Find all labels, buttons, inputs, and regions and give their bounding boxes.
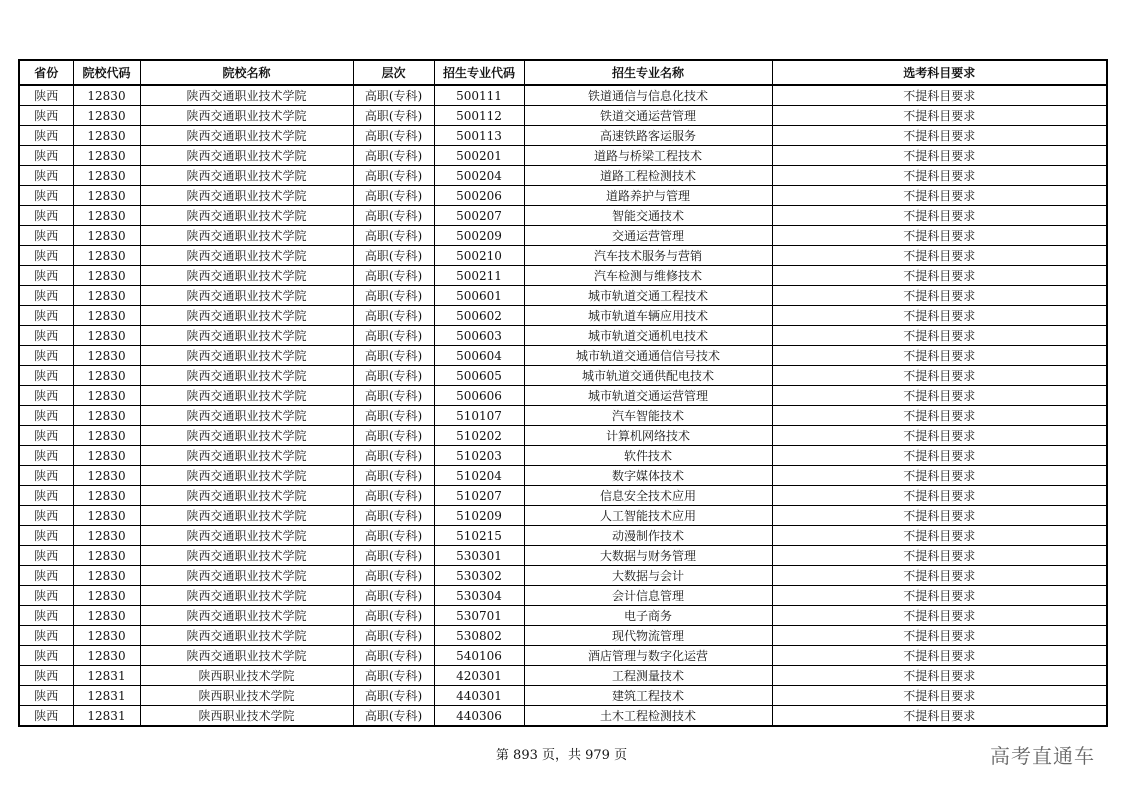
cell-major-name: 城市轨道交通供配电技术 — [524, 366, 772, 386]
cell-major-code: 500602 — [434, 306, 524, 326]
cell-school-name: 陕西交通职业技术学院 — [140, 566, 353, 586]
cell-school-code: 12830 — [73, 366, 140, 386]
page-number: 第 893 页，共 979 页 — [495, 748, 628, 763]
cell-major-name: 智能交通技术 — [524, 206, 772, 226]
cell-level: 高职(专科) — [353, 666, 434, 686]
cell-major-code: 500604 — [434, 346, 524, 366]
cell-province: 陕西 — [19, 626, 73, 646]
cell-level: 高职(专科) — [353, 146, 434, 166]
cell-level: 高职(专科) — [353, 326, 434, 346]
cell-major-code: 530802 — [434, 626, 524, 646]
cell-subject-requirement: 不提科目要求 — [772, 486, 1107, 506]
cell-school-code: 12830 — [73, 646, 140, 666]
cell-subject-requirement: 不提科目要求 — [772, 146, 1107, 166]
cell-major-code: 500204 — [434, 166, 524, 186]
cell-school-code: 12830 — [73, 626, 140, 646]
cell-level: 高职(专科) — [353, 226, 434, 246]
cell-level: 高职(专科) — [353, 386, 434, 406]
cell-subject-requirement: 不提科目要求 — [772, 346, 1107, 366]
cell-major-code: 530304 — [434, 586, 524, 606]
cell-school-code: 12830 — [73, 546, 140, 566]
table-row — [19, 466, 1107, 486]
cell-major-name: 交通运营管理 — [524, 226, 772, 246]
cell-major-code: 510207 — [434, 486, 524, 506]
cell-school-code: 12830 — [73, 406, 140, 426]
cell-major-code: 500111 — [434, 85, 524, 106]
cell-school-name: 陕西交通职业技术学院 — [140, 506, 353, 526]
header-province: 省份 — [19, 60, 73, 85]
cell-major-name: 道路工程检测技术 — [524, 166, 772, 186]
cell-school-name: 陕西交通职业技术学院 — [140, 366, 353, 386]
cell-subject-requirement: 不提科目要求 — [772, 306, 1107, 326]
cell-province: 陕西 — [19, 126, 73, 146]
cell-subject-requirement: 不提科目要求 — [772, 566, 1107, 586]
cell-province: 陕西 — [19, 186, 73, 206]
cell-major-name: 城市轨道交通通信信号技术 — [524, 346, 772, 366]
cell-level: 高职(专科) — [353, 186, 434, 206]
cell-major-name: 城市轨道交通机电技术 — [524, 326, 772, 346]
cell-school-name: 陕西交通职业技术学院 — [140, 346, 353, 366]
cell-school-name: 陕西交通职业技术学院 — [140, 326, 353, 346]
cell-major-name: 城市轨道交通工程技术 — [524, 286, 772, 306]
table-row — [19, 446, 1107, 466]
table-row — [19, 266, 1107, 286]
cell-major-name: 软件技术 — [524, 446, 772, 466]
cell-major-name: 现代物流管理 — [524, 626, 772, 646]
cell-major-name: 人工智能技术应用 — [524, 506, 772, 526]
cell-major-code: 510203 — [434, 446, 524, 466]
cell-province: 陕西 — [19, 466, 73, 486]
cell-major-code: 500201 — [434, 146, 524, 166]
cell-subject-requirement: 不提科目要求 — [772, 186, 1107, 206]
cell-school-name: 陕西交通职业技术学院 — [140, 186, 353, 206]
cell-level: 高职(专科) — [353, 346, 434, 366]
cell-province: 陕西 — [19, 85, 73, 106]
cell-school-code: 12830 — [73, 266, 140, 286]
table-row — [19, 146, 1107, 166]
cell-school-name: 陕西交通职业技术学院 — [140, 246, 353, 266]
cell-school-code: 12830 — [73, 506, 140, 526]
cell-province: 陕西 — [19, 686, 73, 706]
cell-level: 高职(专科) — [353, 626, 434, 646]
cell-school-name: 陕西交通职业技术学院 — [140, 126, 353, 146]
cell-school-code: 12830 — [73, 166, 140, 186]
cell-school-name: 陕西交通职业技术学院 — [140, 146, 353, 166]
cell-school-code: 12830 — [73, 346, 140, 366]
table-row — [19, 166, 1107, 186]
cell-major-name: 会计信息管理 — [524, 586, 772, 606]
table-row — [19, 85, 1107, 106]
header-level: 层次 — [353, 60, 434, 85]
cell-school-code: 12830 — [73, 306, 140, 326]
cell-school-name: 陕西交通职业技术学院 — [140, 466, 353, 486]
cell-subject-requirement: 不提科目要求 — [772, 506, 1107, 526]
cell-school-name: 陕西交通职业技术学院 — [140, 85, 353, 106]
table-row — [19, 646, 1107, 666]
table-row — [19, 226, 1107, 246]
cell-subject-requirement: 不提科目要求 — [772, 646, 1107, 666]
cell-school-code: 12830 — [73, 286, 140, 306]
cell-level: 高职(专科) — [353, 486, 434, 506]
cell-level: 高职(专科) — [353, 706, 434, 727]
header-school-name: 院校名称 — [140, 60, 353, 85]
cell-major-name: 建筑工程技术 — [524, 686, 772, 706]
cell-subject-requirement: 不提科目要求 — [772, 546, 1107, 566]
cell-major-name: 信息安全技术应用 — [524, 486, 772, 506]
cell-province: 陕西 — [19, 346, 73, 366]
cell-major-code: 510215 — [434, 526, 524, 546]
cell-major-code: 500603 — [434, 326, 524, 346]
cell-major-code: 500206 — [434, 186, 524, 206]
cell-level: 高职(专科) — [353, 586, 434, 606]
cell-major-code: 500606 — [434, 386, 524, 406]
table-row — [19, 686, 1107, 706]
cell-school-name: 陕西交通职业技术学院 — [140, 446, 353, 466]
cell-province: 陕西 — [19, 326, 73, 346]
cell-school-name: 陕西交通职业技术学院 — [140, 646, 353, 666]
table-row — [19, 346, 1107, 366]
cell-school-name: 陕西职业技术学院 — [140, 706, 353, 727]
cell-province: 陕西 — [19, 506, 73, 526]
cell-level: 高职(专科) — [353, 526, 434, 546]
cell-province: 陕西 — [19, 226, 73, 246]
cell-major-name: 汽车智能技术 — [524, 406, 772, 426]
cell-subject-requirement: 不提科目要求 — [772, 426, 1107, 446]
cell-subject-requirement: 不提科目要求 — [772, 166, 1107, 186]
cell-level: 高职(专科) — [353, 466, 434, 486]
table-row — [19, 186, 1107, 206]
header-school-code: 院校代码 — [73, 60, 140, 85]
cell-province: 陕西 — [19, 586, 73, 606]
cell-school-name: 陕西交通职业技术学院 — [140, 266, 353, 286]
cell-major-code: 530302 — [434, 566, 524, 586]
cell-school-name: 陕西交通职业技术学院 — [140, 486, 353, 506]
table-row — [19, 546, 1107, 566]
cell-subject-requirement: 不提科目要求 — [772, 106, 1107, 126]
cell-subject-requirement: 不提科目要求 — [772, 686, 1107, 706]
cell-school-code: 12830 — [73, 586, 140, 606]
cell-subject-requirement: 不提科目要求 — [772, 466, 1107, 486]
cell-major-code: 500112 — [434, 106, 524, 126]
cell-school-name: 陕西交通职业技术学院 — [140, 586, 353, 606]
cell-subject-requirement: 不提科目要求 — [772, 386, 1107, 406]
table-row — [19, 386, 1107, 406]
cell-major-name: 数字媒体技术 — [524, 466, 772, 486]
cell-subject-requirement: 不提科目要求 — [772, 706, 1107, 727]
cell-school-code: 12830 — [73, 186, 140, 206]
table-row — [19, 666, 1107, 686]
cell-level: 高职(专科) — [353, 566, 434, 586]
cell-subject-requirement: 不提科目要求 — [772, 606, 1107, 626]
cell-subject-requirement: 不提科目要求 — [772, 446, 1107, 466]
cell-major-code: 440306 — [434, 706, 524, 727]
cell-subject-requirement: 不提科目要求 — [772, 126, 1107, 146]
cell-level: 高职(专科) — [353, 506, 434, 526]
cell-school-code: 12830 — [73, 606, 140, 626]
cell-major-name: 高速铁路客运服务 — [524, 126, 772, 146]
cell-school-name: 陕西交通职业技术学院 — [140, 306, 353, 326]
cell-subject-requirement: 不提科目要求 — [772, 206, 1107, 226]
table-row — [19, 486, 1107, 506]
table-header-row — [19, 60, 1107, 85]
cell-major-name: 工程测量技术 — [524, 666, 772, 686]
table-row — [19, 626, 1107, 646]
cell-major-name: 铁道交通运营管理 — [524, 106, 772, 126]
cell-level: 高职(专科) — [353, 85, 434, 106]
cell-school-code: 12830 — [73, 526, 140, 546]
cell-school-name: 陕西交通职业技术学院 — [140, 546, 353, 566]
cell-province: 陕西 — [19, 406, 73, 426]
cell-major-code: 500113 — [434, 126, 524, 146]
watermark-logo: 高考直通车 — [990, 744, 1095, 768]
cell-level: 高职(专科) — [353, 206, 434, 226]
cell-province: 陕西 — [19, 526, 73, 546]
cell-level: 高职(专科) — [353, 286, 434, 306]
cell-province: 陕西 — [19, 646, 73, 666]
cell-major-code: 510107 — [434, 406, 524, 426]
cell-major-code: 500210 — [434, 246, 524, 266]
cell-school-code: 12830 — [73, 326, 140, 346]
cell-level: 高职(专科) — [353, 246, 434, 266]
cell-major-code: 440301 — [434, 686, 524, 706]
table-row — [19, 106, 1107, 126]
cell-school-code: 12830 — [73, 246, 140, 266]
cell-province: 陕西 — [19, 206, 73, 226]
cell-province: 陕西 — [19, 306, 73, 326]
cell-school-name: 陕西交通职业技术学院 — [140, 386, 353, 406]
cell-level: 高职(专科) — [353, 366, 434, 386]
cell-subject-requirement: 不提科目要求 — [772, 286, 1107, 306]
cell-subject-requirement: 不提科目要求 — [772, 626, 1107, 646]
cell-province: 陕西 — [19, 486, 73, 506]
cell-province: 陕西 — [19, 606, 73, 626]
cell-school-name: 陕西交通职业技术学院 — [140, 526, 353, 546]
cell-school-name: 陕西交通职业技术学院 — [140, 406, 353, 426]
cell-subject-requirement: 不提科目要求 — [772, 666, 1107, 686]
cell-level: 高职(专科) — [353, 646, 434, 666]
cell-subject-requirement: 不提科目要求 — [772, 326, 1107, 346]
cell-major-code: 500207 — [434, 206, 524, 226]
cell-school-code: 12830 — [73, 426, 140, 446]
cell-province: 陕西 — [19, 106, 73, 126]
cell-school-name: 陕西交通职业技术学院 — [140, 426, 353, 446]
cell-province: 陕西 — [19, 706, 73, 727]
cell-province: 陕西 — [19, 366, 73, 386]
cell-subject-requirement: 不提科目要求 — [772, 226, 1107, 246]
cell-subject-requirement: 不提科目要求 — [772, 366, 1107, 386]
cell-school-code: 12830 — [73, 106, 140, 126]
cell-major-code: 530701 — [434, 606, 524, 626]
cell-subject-requirement: 不提科目要求 — [772, 586, 1107, 606]
cell-subject-requirement: 不提科目要求 — [772, 406, 1107, 426]
cell-major-code: 500601 — [434, 286, 524, 306]
cell-school-code: 12830 — [73, 566, 140, 586]
admissions-table — [18, 59, 1108, 727]
cell-school-code: 12830 — [73, 226, 140, 246]
cell-major-code: 500209 — [434, 226, 524, 246]
cell-school-name: 陕西职业技术学院 — [140, 666, 353, 686]
cell-major-code: 510202 — [434, 426, 524, 446]
cell-subject-requirement: 不提科目要求 — [772, 85, 1107, 106]
table-row — [19, 506, 1107, 526]
cell-level: 高职(专科) — [353, 266, 434, 286]
cell-school-code: 12830 — [73, 206, 140, 226]
cell-major-name: 道路与桥梁工程技术 — [524, 146, 772, 166]
cell-level: 高职(专科) — [353, 686, 434, 706]
cell-province: 陕西 — [19, 566, 73, 586]
table-row — [19, 526, 1107, 546]
cell-province: 陕西 — [19, 286, 73, 306]
table-row — [19, 286, 1107, 306]
cell-school-name: 陕西交通职业技术学院 — [140, 606, 353, 626]
table-row — [19, 426, 1107, 446]
cell-province: 陕西 — [19, 386, 73, 406]
cell-province: 陕西 — [19, 166, 73, 186]
cell-major-name: 酒店管理与数字化运营 — [524, 646, 772, 666]
cell-school-name: 陕西交通职业技术学院 — [140, 626, 353, 646]
table-row — [19, 246, 1107, 266]
cell-province: 陕西 — [19, 246, 73, 266]
cell-major-code: 540106 — [434, 646, 524, 666]
cell-major-name: 土木工程检测技术 — [524, 706, 772, 727]
cell-major-name: 道路养护与管理 — [524, 186, 772, 206]
cell-province: 陕西 — [19, 666, 73, 686]
cell-school-code: 12830 — [73, 386, 140, 406]
table-row — [19, 366, 1107, 386]
cell-major-code: 510209 — [434, 506, 524, 526]
cell-school-code: 12830 — [73, 126, 140, 146]
cell-level: 高职(专科) — [353, 126, 434, 146]
cell-school-code: 12830 — [73, 146, 140, 166]
header-major-name: 招生专业名称 — [524, 60, 772, 85]
cell-school-code: 12831 — [73, 686, 140, 706]
cell-level: 高职(专科) — [353, 106, 434, 126]
cell-school-name: 陕西交通职业技术学院 — [140, 166, 353, 186]
header-subject-requirement: 选考科目要求 — [772, 60, 1107, 85]
table-row — [19, 706, 1107, 727]
cell-major-code: 500211 — [434, 266, 524, 286]
table-row — [19, 606, 1107, 626]
cell-level: 高职(专科) — [353, 426, 434, 446]
cell-major-code: 420301 — [434, 666, 524, 686]
cell-province: 陕西 — [19, 546, 73, 566]
table-row — [19, 406, 1107, 426]
cell-major-name: 大数据与财务管理 — [524, 546, 772, 566]
table-row — [19, 586, 1107, 606]
cell-level: 高职(专科) — [353, 546, 434, 566]
cell-school-name: 陕西交通职业技术学院 — [140, 226, 353, 246]
cell-level: 高职(专科) — [353, 306, 434, 326]
cell-level: 高职(专科) — [353, 406, 434, 426]
cell-level: 高职(专科) — [353, 606, 434, 626]
cell-school-name: 陕西交通职业技术学院 — [140, 206, 353, 226]
cell-school-code: 12830 — [73, 486, 140, 506]
table-row — [19, 566, 1107, 586]
table-row — [19, 326, 1107, 346]
cell-major-code: 510204 — [434, 466, 524, 486]
cell-major-name: 电子商务 — [524, 606, 772, 626]
cell-school-code: 12830 — [73, 85, 140, 106]
table-row — [19, 306, 1107, 326]
cell-school-name: 陕西交通职业技术学院 — [140, 286, 353, 306]
cell-subject-requirement: 不提科目要求 — [772, 246, 1107, 266]
header-major-code: 招生专业代码 — [434, 60, 524, 85]
cell-major-name: 动漫制作技术 — [524, 526, 772, 546]
table-row — [19, 206, 1107, 226]
cell-level: 高职(专科) — [353, 446, 434, 466]
cell-major-name: 汽车技术服务与营销 — [524, 246, 772, 266]
cell-province: 陕西 — [19, 146, 73, 166]
cell-province: 陕西 — [19, 426, 73, 446]
cell-subject-requirement: 不提科目要求 — [772, 526, 1107, 546]
cell-major-code: 530301 — [434, 546, 524, 566]
cell-school-code: 12831 — [73, 706, 140, 727]
cell-school-name: 陕西职业技术学院 — [140, 686, 353, 706]
cell-province: 陕西 — [19, 446, 73, 466]
cell-major-name: 城市轨道车辆应用技术 — [524, 306, 772, 326]
table-row — [19, 126, 1107, 146]
cell-major-name: 大数据与会计 — [524, 566, 772, 586]
cell-level: 高职(专科) — [353, 166, 434, 186]
cell-province: 陕西 — [19, 266, 73, 286]
cell-major-code: 500605 — [434, 366, 524, 386]
cell-subject-requirement: 不提科目要求 — [772, 266, 1107, 286]
cell-school-code: 12830 — [73, 446, 140, 466]
cell-major-name: 汽车检测与维修技术 — [524, 266, 772, 286]
cell-school-name: 陕西交通职业技术学院 — [140, 106, 353, 126]
cell-major-name: 计算机网络技术 — [524, 426, 772, 446]
cell-school-code: 12830 — [73, 466, 140, 486]
cell-school-code: 12831 — [73, 666, 140, 686]
cell-major-name: 城市轨道交通运营管理 — [524, 386, 772, 406]
cell-major-name: 铁道通信与信息化技术 — [524, 85, 772, 106]
